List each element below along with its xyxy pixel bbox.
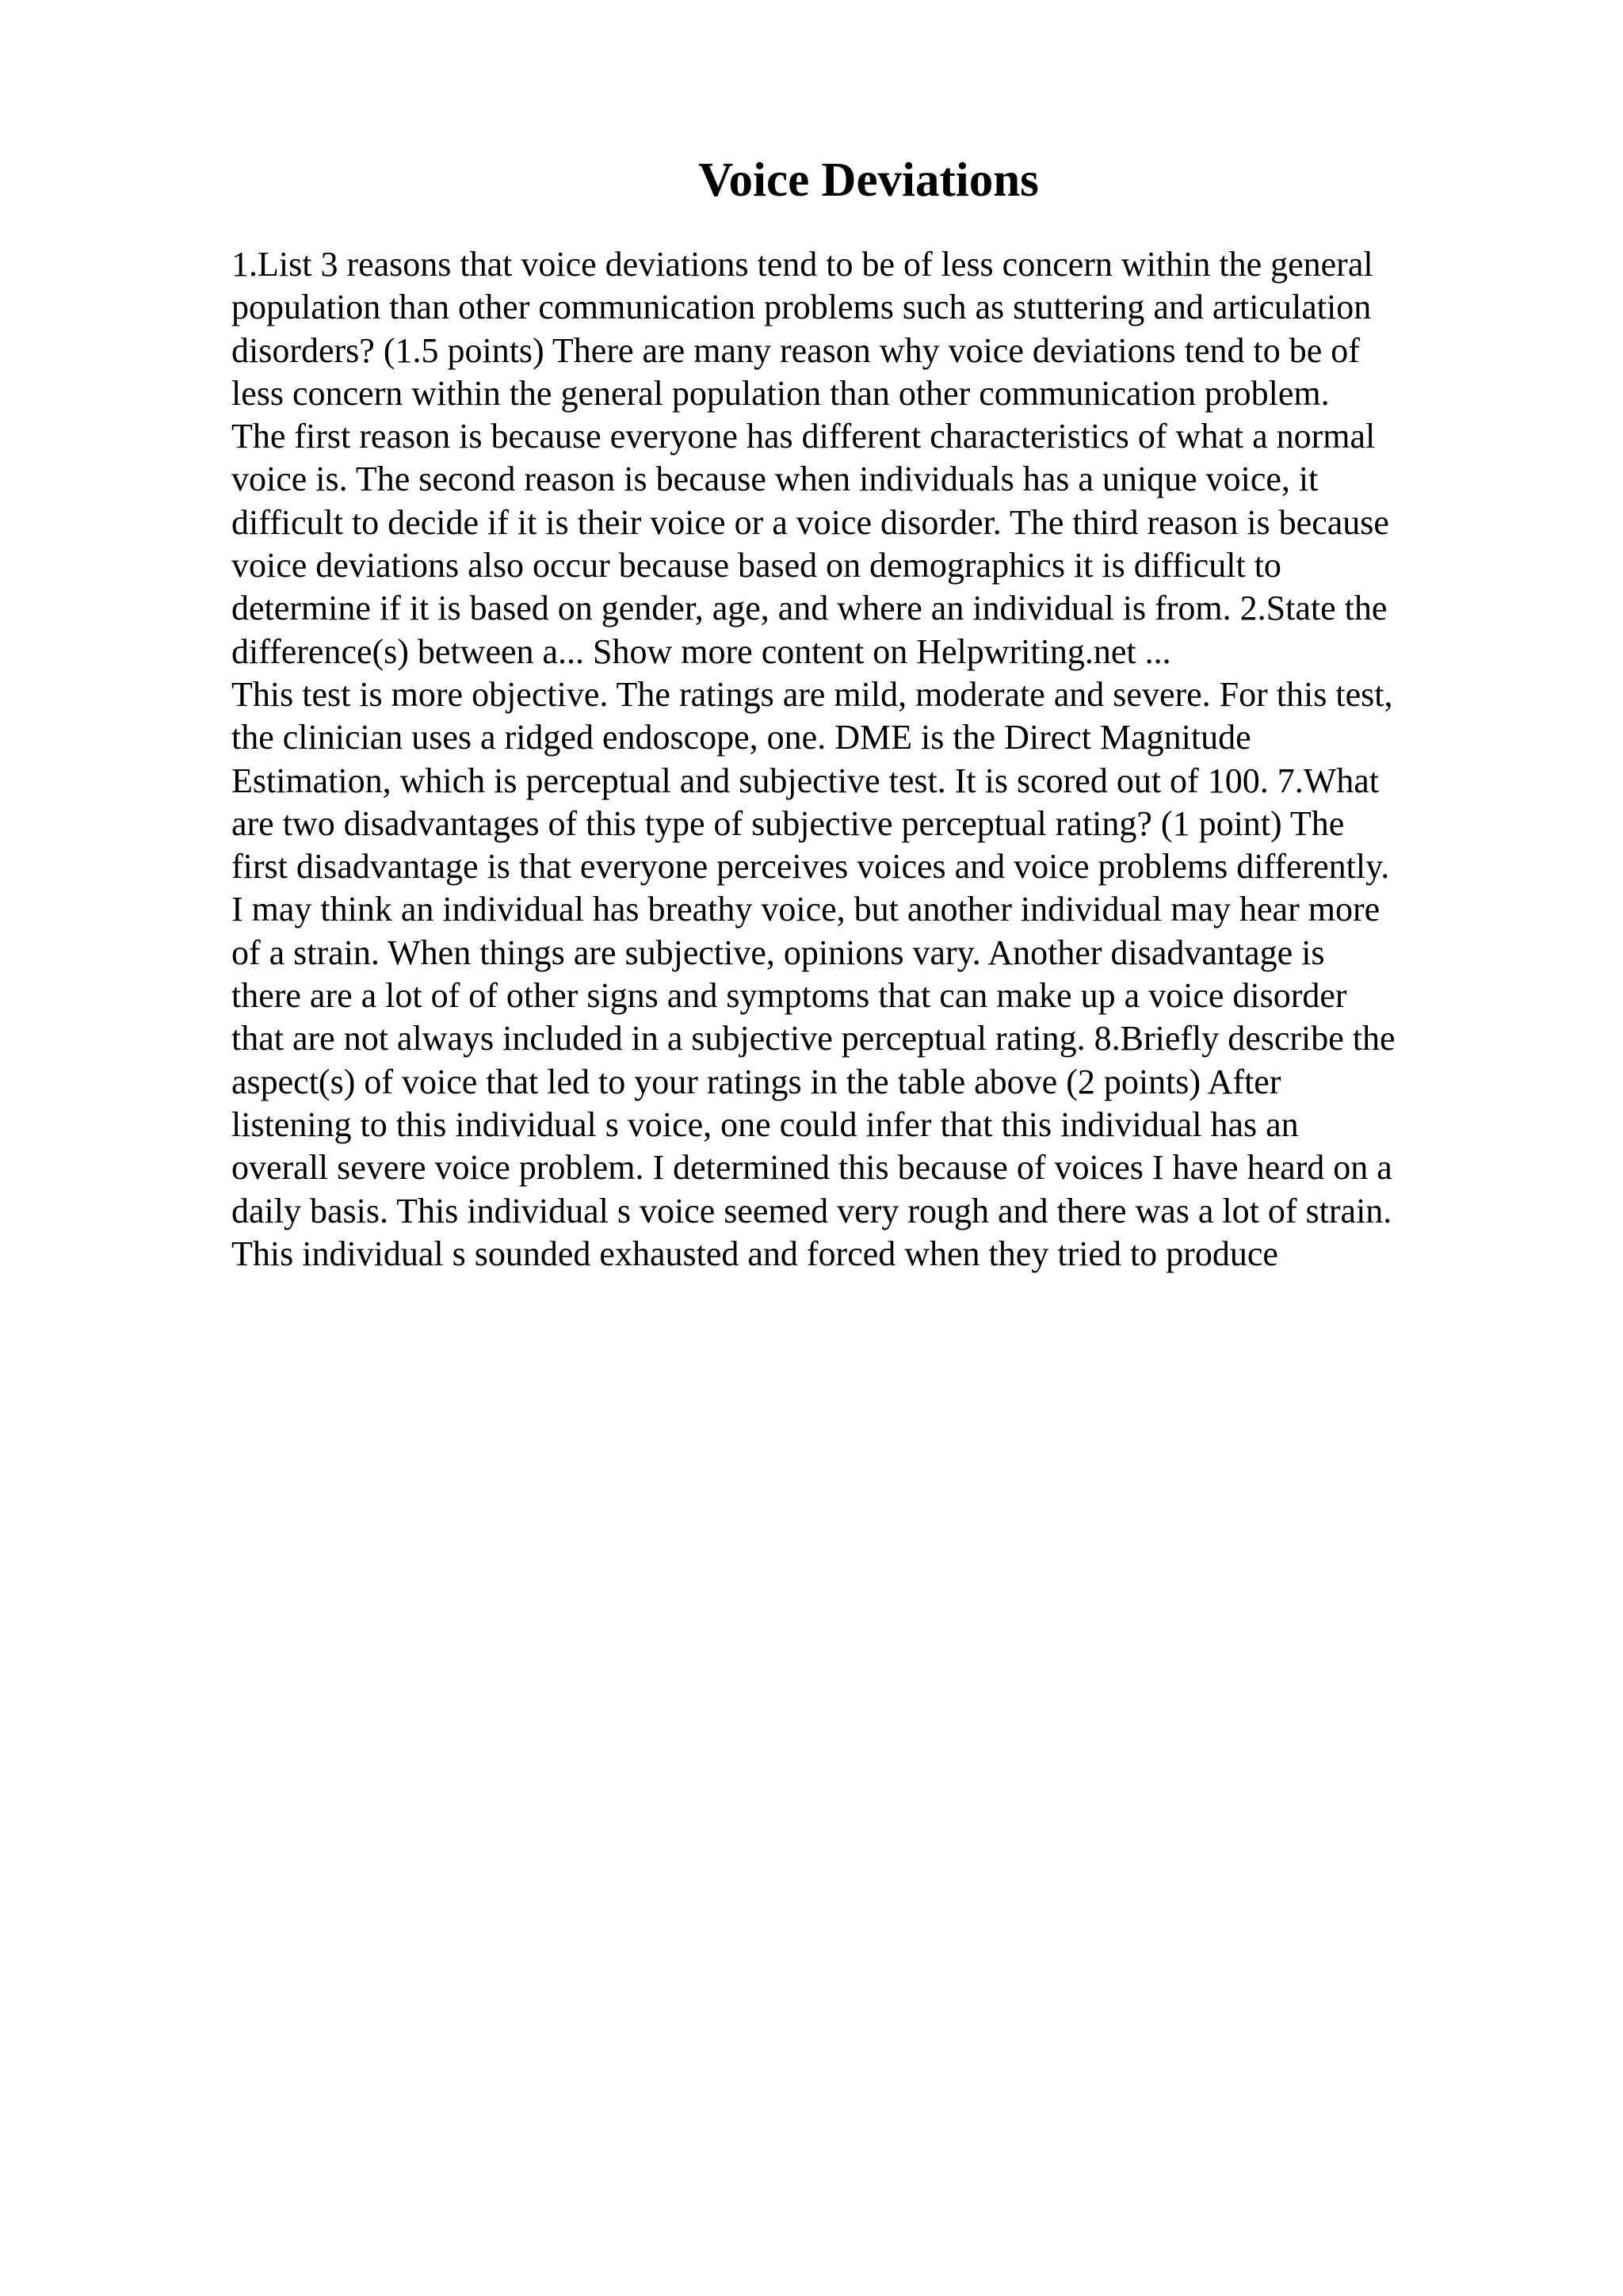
text-line: population than other communication problems such as stuttering and articulation [231, 288, 1372, 327]
text-line: This individual s sounded exhausted and forced when they tried to produce [231, 1234, 1278, 1273]
text-line: that are not always included in a subjective perceptual rating. 8.Briefly describe the [231, 1019, 1396, 1058]
text-line: daily basis. This individual s voice seemed very rough and there was a lot of strain. [231, 1191, 1392, 1230]
text-line: there are a lot of of other signs and symptoms that can make up a voice disorder [231, 976, 1347, 1016]
text-line: of a strain. When things are subjective, opinions vary. Another disadvantage is [231, 933, 1325, 972]
text-line: aspect(s) of voice that led to your ratings in the table above (2 points) After [231, 1062, 1281, 1101]
body-text [231, 243, 1484, 1276]
text-line: voice is. The second reason is because when individuals has a unique voice, it [231, 460, 1319, 499]
text-line: less concern within the general population than other communication problem. [231, 373, 1330, 413]
text-line: disorders? (1.5 points) There are many reason why voice deviations tend to be of [231, 330, 1360, 370]
text-line: are two disadvantages of this type of subjective perceptual rating? (1 point) The [231, 803, 1345, 843]
page-title: Voice Deviations [698, 154, 1039, 207]
text-line: The first reason is because everyone has different characteristics of what a normal [231, 417, 1376, 456]
text-line: the clinician uses a ridged endoscope, one. DME is the Direct Magnitude [231, 718, 1251, 757]
text-line: first disadvantage is that everyone perceives voices and voice problems differently. [231, 847, 1390, 887]
text-line: I may think an individual has breathy voice, but another individual may hear more [231, 890, 1381, 929]
text-line: listening to this individual s voice, one could infer that this individual has an [231, 1104, 1299, 1144]
text-line: determine if it is based on gender, age, and where an individual is from. 2.State the [231, 589, 1388, 628]
text-line: difficult to decide if it is their voice or a voice disorder. The third reason is because [231, 502, 1389, 542]
text-line: voice deviations also occur because based on demographics it is difficult to [231, 546, 1281, 585]
text-line: overall severe voice problem. I determined this because of voices I have heard on a [231, 1148, 1392, 1188]
text-line: 1.List 3 reasons that voice deviations tend to be of less concern within the general [231, 245, 1373, 284]
text-line: Estimation, which is perceptual and subjective test. It is scored out of 100. 7.What [231, 761, 1379, 800]
text-line: difference(s) between a... Show more content on Helpwriting.net ... [231, 631, 1171, 671]
text-line: This test is more objective. The ratings are mild, moderate and severe. For this test, [231, 674, 1393, 714]
